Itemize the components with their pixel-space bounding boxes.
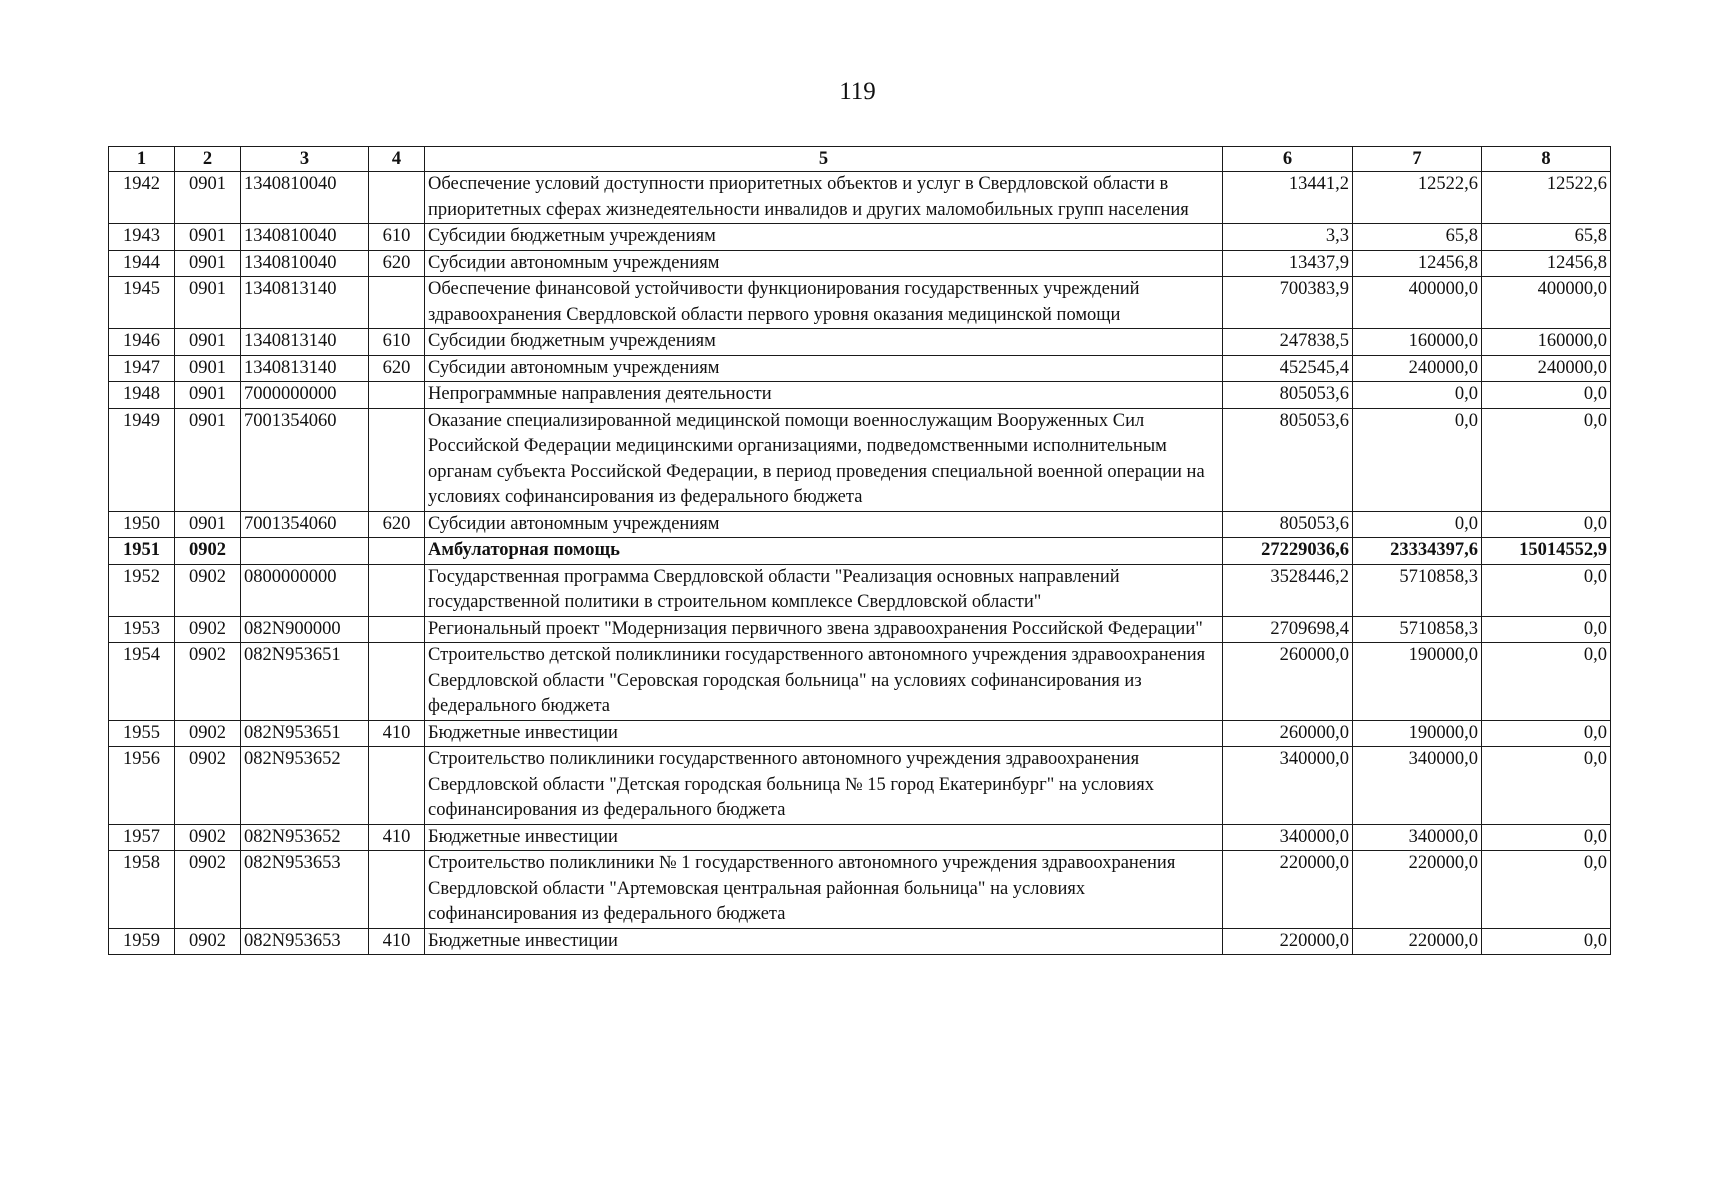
table-row <box>109 511 1611 538</box>
table-row <box>109 277 1611 329</box>
expense-type-code <box>369 643 425 721</box>
target-article-code: 7001354060 <box>241 408 369 511</box>
item-name: Субсидии автономным учреждениям <box>425 250 1223 277</box>
amount-col-7: 400000,0 <box>1353 277 1482 329</box>
amount-col-8: 0,0 <box>1482 643 1611 721</box>
section-code: 0901 <box>175 408 241 511</box>
amount-col-7: 5710858,3 <box>1353 616 1482 643</box>
col-header-3: 3 <box>241 147 369 172</box>
table-row <box>109 250 1611 277</box>
amount-col-8: 240000,0 <box>1482 355 1611 382</box>
item-name: Субсидии бюджетным учреждениям <box>425 224 1223 251</box>
expense-type-code <box>369 747 425 825</box>
amount-col-6: 13441,2 <box>1223 172 1353 224</box>
item-name: Бюджетные инвестиции <box>425 720 1223 747</box>
amount-col-7: 12522,6 <box>1353 172 1482 224</box>
section-code: 0901 <box>175 511 241 538</box>
amount-col-8: 0,0 <box>1482 747 1611 825</box>
item-name: Амбулаторная помощь <box>425 538 1223 565</box>
amount-col-6: 260000,0 <box>1223 720 1353 747</box>
table-row <box>109 329 1611 356</box>
amount-col-8: 160000,0 <box>1482 329 1611 356</box>
row-number: 1943 <box>109 224 175 251</box>
amount-col-7: 0,0 <box>1353 408 1482 511</box>
row-number: 1955 <box>109 720 175 747</box>
amount-col-6: 452545,4 <box>1223 355 1353 382</box>
table-body <box>109 172 1611 955</box>
expense-type-code: 410 <box>369 720 425 747</box>
table-header <box>109 147 1611 172</box>
amount-col-7: 0,0 <box>1353 511 1482 538</box>
target-article-code: 082N953651 <box>241 720 369 747</box>
amount-col-8: 65,8 <box>1482 224 1611 251</box>
target-article-code: 1340813140 <box>241 329 369 356</box>
amount-col-8: 0,0 <box>1482 511 1611 538</box>
section-code: 0902 <box>175 824 241 851</box>
expense-type-code: 610 <box>369 329 425 356</box>
row-number: 1944 <box>109 250 175 277</box>
amount-col-8: 0,0 <box>1482 616 1611 643</box>
amount-col-7: 23334397,6 <box>1353 538 1482 565</box>
expense-type-code: 620 <box>369 511 425 538</box>
item-name: Субсидии автономным учреждениям <box>425 355 1223 382</box>
row-number: 1954 <box>109 643 175 721</box>
amount-col-7: 5710858,3 <box>1353 564 1482 616</box>
section-code: 0902 <box>175 616 241 643</box>
amount-col-6: 27229036,6 <box>1223 538 1353 565</box>
expense-type-code: 410 <box>369 824 425 851</box>
amount-col-6: 340000,0 <box>1223 824 1353 851</box>
row-number: 1959 <box>109 928 175 955</box>
target-article-code <box>241 538 369 565</box>
amount-col-6: 340000,0 <box>1223 747 1353 825</box>
table-row <box>109 538 1611 565</box>
amount-col-6: 13437,9 <box>1223 250 1353 277</box>
expense-type-code <box>369 616 425 643</box>
row-number: 1948 <box>109 382 175 409</box>
table-row <box>109 720 1611 747</box>
amount-col-7: 0,0 <box>1353 382 1482 409</box>
item-name: Государственная программа Свердловской области "Реализация основных направлений государственной политики в строительном комплексе Свердловской области" <box>425 564 1223 616</box>
target-article-code: 1340810040 <box>241 250 369 277</box>
amount-col-8: 0,0 <box>1482 824 1611 851</box>
target-article-code: 7000000000 <box>241 382 369 409</box>
expense-type-code: 620 <box>369 355 425 382</box>
target-article-code: 1340810040 <box>241 172 369 224</box>
amount-col-8: 0,0 <box>1482 851 1611 929</box>
target-article-code: 7001354060 <box>241 511 369 538</box>
table-row <box>109 224 1611 251</box>
amount-col-8: 12522,6 <box>1482 172 1611 224</box>
amount-col-7: 340000,0 <box>1353 747 1482 825</box>
amount-col-6: 805053,6 <box>1223 511 1353 538</box>
col-header-1: 1 <box>109 147 175 172</box>
target-article-code: 082N953653 <box>241 928 369 955</box>
amount-col-7: 190000,0 <box>1353 643 1482 721</box>
section-code: 0901 <box>175 329 241 356</box>
section-code: 0901 <box>175 172 241 224</box>
section-code: 0902 <box>175 564 241 616</box>
amount-col-6: 805053,6 <box>1223 408 1353 511</box>
amount-col-7: 12456,8 <box>1353 250 1482 277</box>
table-row <box>109 616 1611 643</box>
table-row <box>109 408 1611 511</box>
col-header-4: 4 <box>369 147 425 172</box>
expense-type-code <box>369 172 425 224</box>
item-name: Обеспечение финансовой устойчивости функционирования государственных учреждений здравоохранения Свердловской области первого уровня оказания медицинской помощи <box>425 277 1223 329</box>
expense-type-code: 410 <box>369 928 425 955</box>
amount-col-8: 0,0 <box>1482 564 1611 616</box>
item-name: Обеспечение условий доступности приоритетных объектов и услуг в Свердловской области в приоритетных сферах жизнедеятельности инвалидов и других маломобильных групп населения <box>425 172 1223 224</box>
item-name: Строительство поликлиники государственного автономного учреждения здравоохранения Свердловской области "Детская городская больница № 15 город Екатеринбург" на условиях софинансирования из федерального бюджета <box>425 747 1223 825</box>
row-number: 1958 <box>109 851 175 929</box>
item-name: Региональный проект "Модернизация первичного звена здравоохранения Российской Федерации" <box>425 616 1223 643</box>
expense-type-code <box>369 564 425 616</box>
row-number: 1953 <box>109 616 175 643</box>
section-code: 0902 <box>175 747 241 825</box>
section-code: 0901 <box>175 382 241 409</box>
item-name: Бюджетные инвестиции <box>425 928 1223 955</box>
item-name: Строительство поликлиники № 1 государственного автономного учреждения здравоохранения Свердловской области "Артемовская центральная районная больница" на условиях софинансирования из федерального бюджета <box>425 851 1223 929</box>
row-number: 1945 <box>109 277 175 329</box>
col-header-8: 8 <box>1482 147 1611 172</box>
expense-type-code: 620 <box>369 250 425 277</box>
item-name: Субсидии бюджетным учреждениям <box>425 329 1223 356</box>
table-row <box>109 172 1611 224</box>
item-name: Строительство детской поликлиники государственного автономного учреждения здравоохранения Свердловской области "Серовская городская больница" на условиях софинансирования из федерального бюджета <box>425 643 1223 721</box>
expense-type-code <box>369 277 425 329</box>
table-row <box>109 355 1611 382</box>
section-code: 0902 <box>175 851 241 929</box>
amount-col-7: 160000,0 <box>1353 329 1482 356</box>
amount-col-8: 0,0 <box>1482 382 1611 409</box>
amount-col-7: 190000,0 <box>1353 720 1482 747</box>
row-number: 1957 <box>109 824 175 851</box>
table-row <box>109 643 1611 721</box>
row-number: 1946 <box>109 329 175 356</box>
amount-col-7: 240000,0 <box>1353 355 1482 382</box>
col-header-6: 6 <box>1223 147 1353 172</box>
amount-col-8: 400000,0 <box>1482 277 1611 329</box>
amount-col-6: 260000,0 <box>1223 643 1353 721</box>
budget-table <box>108 146 1611 955</box>
table-row <box>109 747 1611 825</box>
amount-col-6: 700383,9 <box>1223 277 1353 329</box>
target-article-code: 082N900000 <box>241 616 369 643</box>
amount-col-6: 220000,0 <box>1223 851 1353 929</box>
item-name: Бюджетные инвестиции <box>425 824 1223 851</box>
row-number: 1950 <box>109 511 175 538</box>
amount-col-6: 2709698,4 <box>1223 616 1353 643</box>
expense-type-code <box>369 538 425 565</box>
target-article-code: 1340810040 <box>241 224 369 251</box>
item-name: Оказание специализированной медицинской помощи военнослужащим Вооруженных Сил Российской Федерации медицинскими организациями, подведомственными исполнительным органам субъекта Российской Федерации, в период проведения специальной военной операции на условиях софинансирования из федерального бюджета <box>425 408 1223 511</box>
col-header-2: 2 <box>175 147 241 172</box>
amount-col-7: 220000,0 <box>1353 928 1482 955</box>
section-code: 0901 <box>175 355 241 382</box>
target-article-code: 1340813140 <box>241 277 369 329</box>
target-article-code: 082N953653 <box>241 851 369 929</box>
row-number: 1947 <box>109 355 175 382</box>
expense-type-code: 610 <box>369 224 425 251</box>
expense-type-code <box>369 851 425 929</box>
table-row <box>109 851 1611 929</box>
target-article-code: 1340813140 <box>241 355 369 382</box>
page-number: 119 <box>839 78 876 105</box>
amount-col-8: 0,0 <box>1482 720 1611 747</box>
section-code: 0902 <box>175 720 241 747</box>
row-number: 1951 <box>109 538 175 565</box>
section-code: 0901 <box>175 250 241 277</box>
row-number: 1952 <box>109 564 175 616</box>
item-name: Субсидии автономным учреждениям <box>425 511 1223 538</box>
table-row <box>109 928 1611 955</box>
target-article-code: 082N953652 <box>241 747 369 825</box>
item-name: Непрограммные направления деятельности <box>425 382 1223 409</box>
amount-col-7: 220000,0 <box>1353 851 1482 929</box>
table-row <box>109 564 1611 616</box>
amount-col-6: 3,3 <box>1223 224 1353 251</box>
col-header-7: 7 <box>1353 147 1482 172</box>
table-row <box>109 382 1611 409</box>
expense-type-code <box>369 382 425 409</box>
col-header-5: 5 <box>425 147 1223 172</box>
amount-col-8: 15014552,9 <box>1482 538 1611 565</box>
section-code: 0901 <box>175 277 241 329</box>
expense-type-code <box>369 408 425 511</box>
section-code: 0902 <box>175 538 241 565</box>
target-article-code: 082N953652 <box>241 824 369 851</box>
row-number: 1949 <box>109 408 175 511</box>
header-row <box>109 147 1611 172</box>
target-article-code: 0800000000 <box>241 564 369 616</box>
amount-col-6: 805053,6 <box>1223 382 1353 409</box>
amount-col-6: 3528446,2 <box>1223 564 1353 616</box>
amount-col-7: 340000,0 <box>1353 824 1482 851</box>
section-code: 0902 <box>175 643 241 721</box>
row-number: 1956 <box>109 747 175 825</box>
target-article-code: 082N953651 <box>241 643 369 721</box>
table-row <box>109 824 1611 851</box>
amount-col-8: 0,0 <box>1482 928 1611 955</box>
amount-col-8: 0,0 <box>1482 408 1611 511</box>
amount-col-6: 247838,5 <box>1223 329 1353 356</box>
amount-col-8: 12456,8 <box>1482 250 1611 277</box>
amount-col-6: 220000,0 <box>1223 928 1353 955</box>
section-code: 0901 <box>175 224 241 251</box>
row-number: 1942 <box>109 172 175 224</box>
amount-col-7: 65,8 <box>1353 224 1482 251</box>
section-code: 0902 <box>175 928 241 955</box>
